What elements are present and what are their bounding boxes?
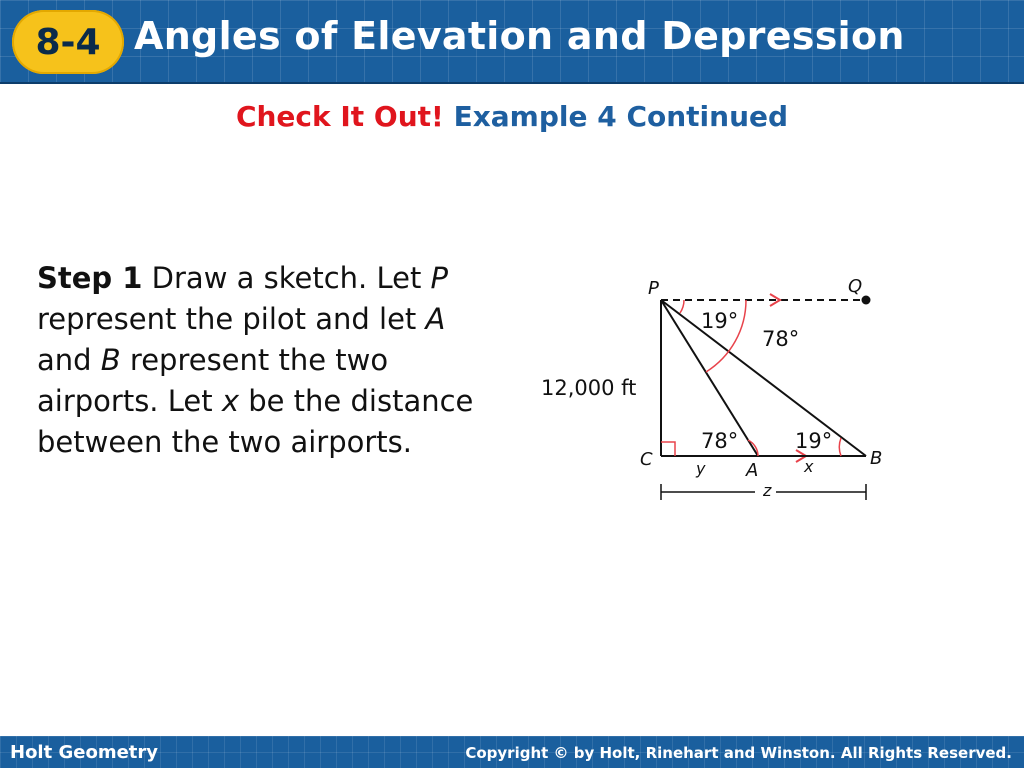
step-text-4: represent the two airports. Let — [37, 343, 389, 418]
label-q: Q — [848, 276, 863, 297]
example-label: Example 4 Continued — [453, 100, 789, 133]
angle-label-19-top: 19° — [701, 309, 739, 333]
var-p: P — [430, 261, 449, 295]
step-text-5: be the distance between the two airports. — [37, 384, 474, 459]
step-label: Step 1 — [37, 261, 143, 295]
step-text-2: represent the pilot and let — [37, 302, 426, 336]
label-p: P — [648, 278, 659, 299]
line-pb — [661, 300, 866, 456]
var-x: x — [221, 384, 239, 418]
lesson-badge: 8-4 — [12, 10, 124, 74]
label-a: A — [746, 460, 759, 481]
angle-arc-19-b — [839, 438, 841, 456]
step-text — [37, 258, 507, 463]
var-a: A — [425, 302, 446, 336]
angle-label-78-a: 78° — [701, 429, 739, 453]
triangle-diagram — [530, 268, 900, 508]
check-it-out-label: Check It Out! — [235, 100, 444, 133]
right-angle-marker — [661, 442, 675, 456]
segment-y-label: y — [696, 459, 706, 478]
segment-z-label: z — [763, 481, 772, 500]
footer-copyright: Copyright © by Holt, Rinehart and Winston. All Rights Reserved. — [465, 744, 1012, 762]
footer-course: Holt Geometry — [10, 742, 158, 763]
step-text-1: Draw a sketch. Let — [142, 261, 431, 295]
point-q-dot — [862, 296, 871, 305]
label-b: B — [870, 448, 883, 469]
footer-bar — [0, 736, 1024, 768]
step-text-3: and — [37, 343, 101, 377]
angle-label-78-top: 78° — [762, 327, 800, 351]
var-b: B — [100, 343, 121, 377]
angle-label-19-b: 19° — [795, 429, 833, 453]
header-bar — [0, 0, 1024, 84]
label-c: C — [640, 449, 653, 470]
angle-arc-19-top — [680, 300, 684, 313]
slide-title: Angles of Elevation and Depression — [134, 14, 905, 58]
height-label: 12,000 ft — [541, 376, 637, 400]
segment-x-label: x — [804, 457, 814, 476]
subtitle — [0, 100, 1024, 133]
